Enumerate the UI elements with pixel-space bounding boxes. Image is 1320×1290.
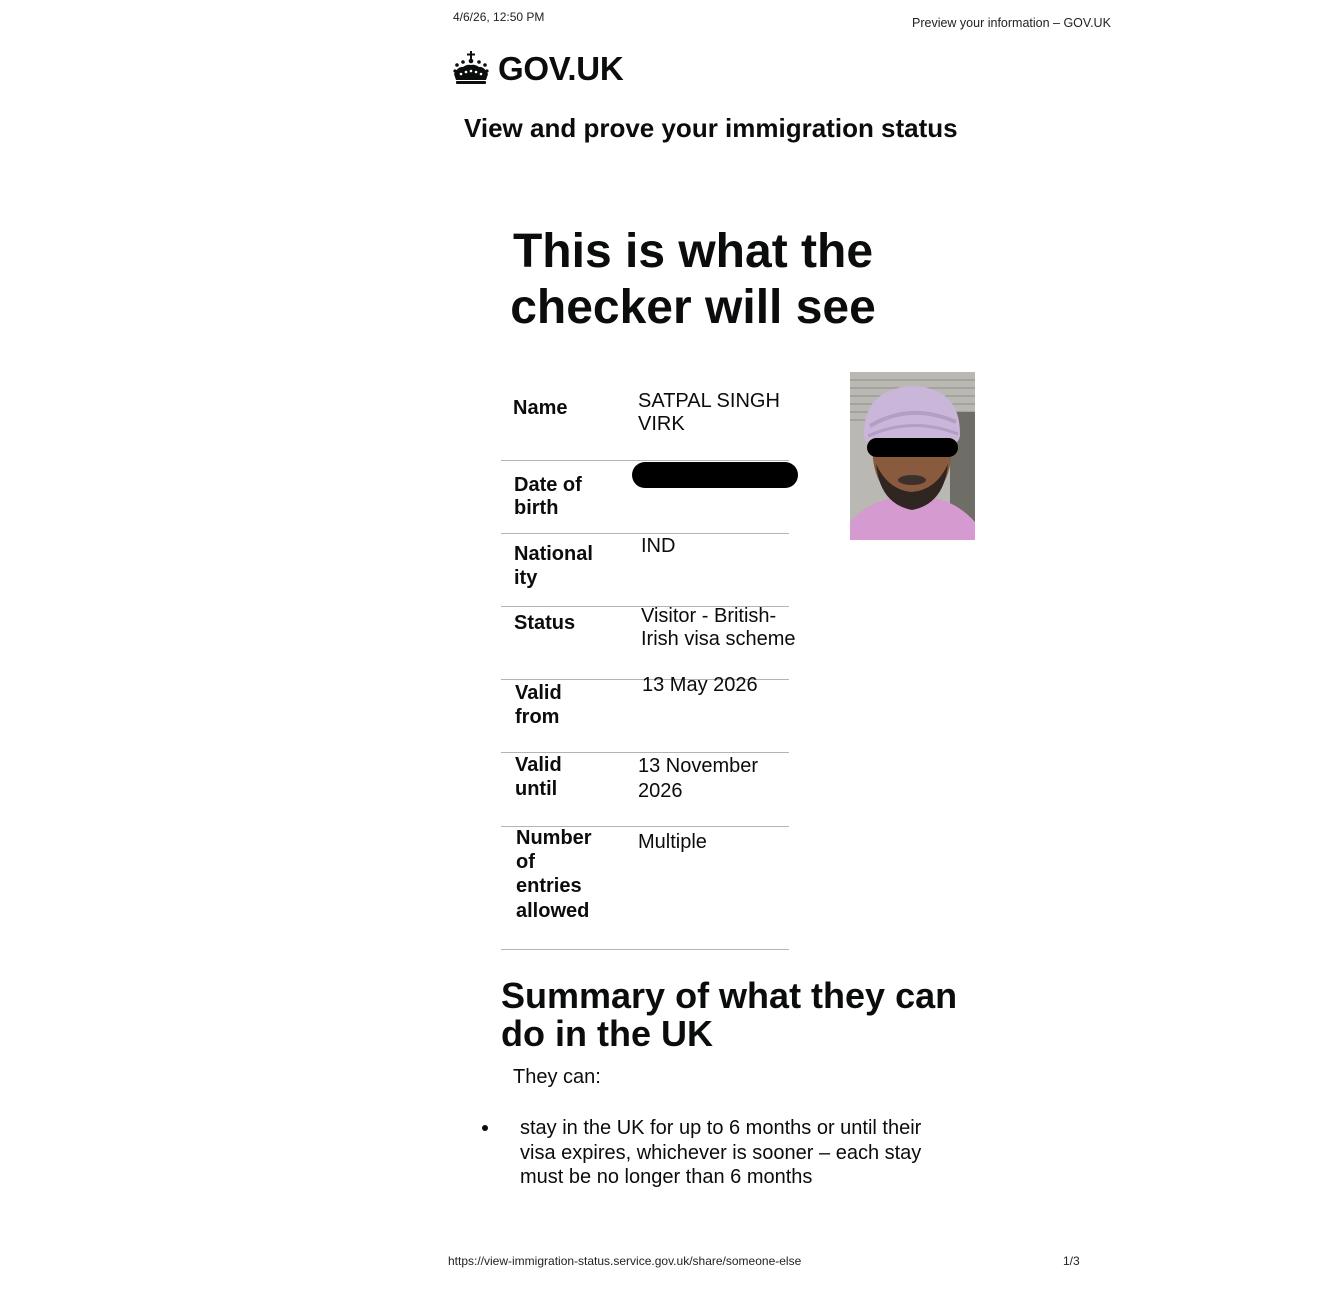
- summary-heading: [501, 977, 991, 1053]
- holder-photo: [850, 372, 975, 540]
- valid-until-label-line1: Valid: [515, 754, 562, 776]
- valid-from-label-line1: Valid: [515, 682, 562, 704]
- status-value-line2: Irish visa scheme: [641, 628, 796, 650]
- print-datetime: 4/6/26, 12:50 PM: [453, 10, 545, 24]
- summary-heading-line1: Summary of what they can: [501, 975, 958, 1016]
- dob-label-line2: birth: [514, 497, 559, 519]
- govuk-logo[interactable]: [452, 50, 623, 86]
- entries-label-line1: Number: [516, 827, 592, 849]
- entries-label-line4: allowed: [516, 900, 590, 922]
- print-page-number: 1/3: [1063, 1254, 1080, 1268]
- print-page-title: Preview your information – GOV.UK: [912, 16, 1111, 30]
- nationality-label-line2: ity: [514, 567, 538, 589]
- nationality-value: IND: [641, 535, 676, 557]
- list-item-line1: stay in the UK for up to 6 months or until their: [520, 1117, 922, 1139]
- service-name-link[interactable]: View and prove your immigration status: [464, 113, 958, 143]
- dob-label-line1: Date of: [514, 474, 582, 496]
- list-item-line3: must be no longer than 6 months: [520, 1166, 813, 1188]
- valid-until-value-line2: 2026: [638, 780, 683, 802]
- dob-redaction: [632, 462, 798, 488]
- row-divider: [501, 460, 789, 461]
- list-item-line2: visa expires, whichever is sooner – each stay: [520, 1141, 922, 1164]
- page-title: [493, 224, 893, 336]
- entries-value: Multiple: [638, 831, 707, 853]
- crown-icon: [452, 50, 490, 86]
- entries-label-line3: entries: [516, 875, 582, 897]
- name-value-line2: VIRK: [638, 413, 685, 435]
- name-value-line1: SATPAL SINGH: [638, 390, 780, 412]
- valid-from-label-line2: from: [515, 706, 560, 728]
- row-divider: [501, 533, 789, 534]
- page-title-line1: This is what the: [512, 225, 874, 278]
- valid-until-label-line2: until: [515, 778, 558, 800]
- bullet-icon: [482, 1125, 488, 1131]
- name-label: Name: [513, 397, 568, 419]
- list-item: [520, 1116, 970, 1190]
- logo-text: GOV.UK: [498, 49, 624, 87]
- summary-intro: They can:: [513, 1066, 601, 1088]
- nationality-label-line1: National: [514, 543, 593, 565]
- valid-until-value-line1: 13 November: [638, 755, 759, 777]
- row-divider: [501, 949, 789, 950]
- entries-label-line2: of: [516, 851, 535, 873]
- summary-heading-line2: do in the UK: [501, 1013, 713, 1054]
- status-value-line1: Visitor - British-: [641, 605, 777, 627]
- page-title-line2: checker will see: [510, 281, 876, 334]
- print-url: https://view-immigration-status.service.gov.uk/share/someone-else: [448, 1254, 802, 1268]
- valid-from-value: 13 May 2026: [642, 674, 758, 696]
- status-label: Status: [514, 612, 576, 634]
